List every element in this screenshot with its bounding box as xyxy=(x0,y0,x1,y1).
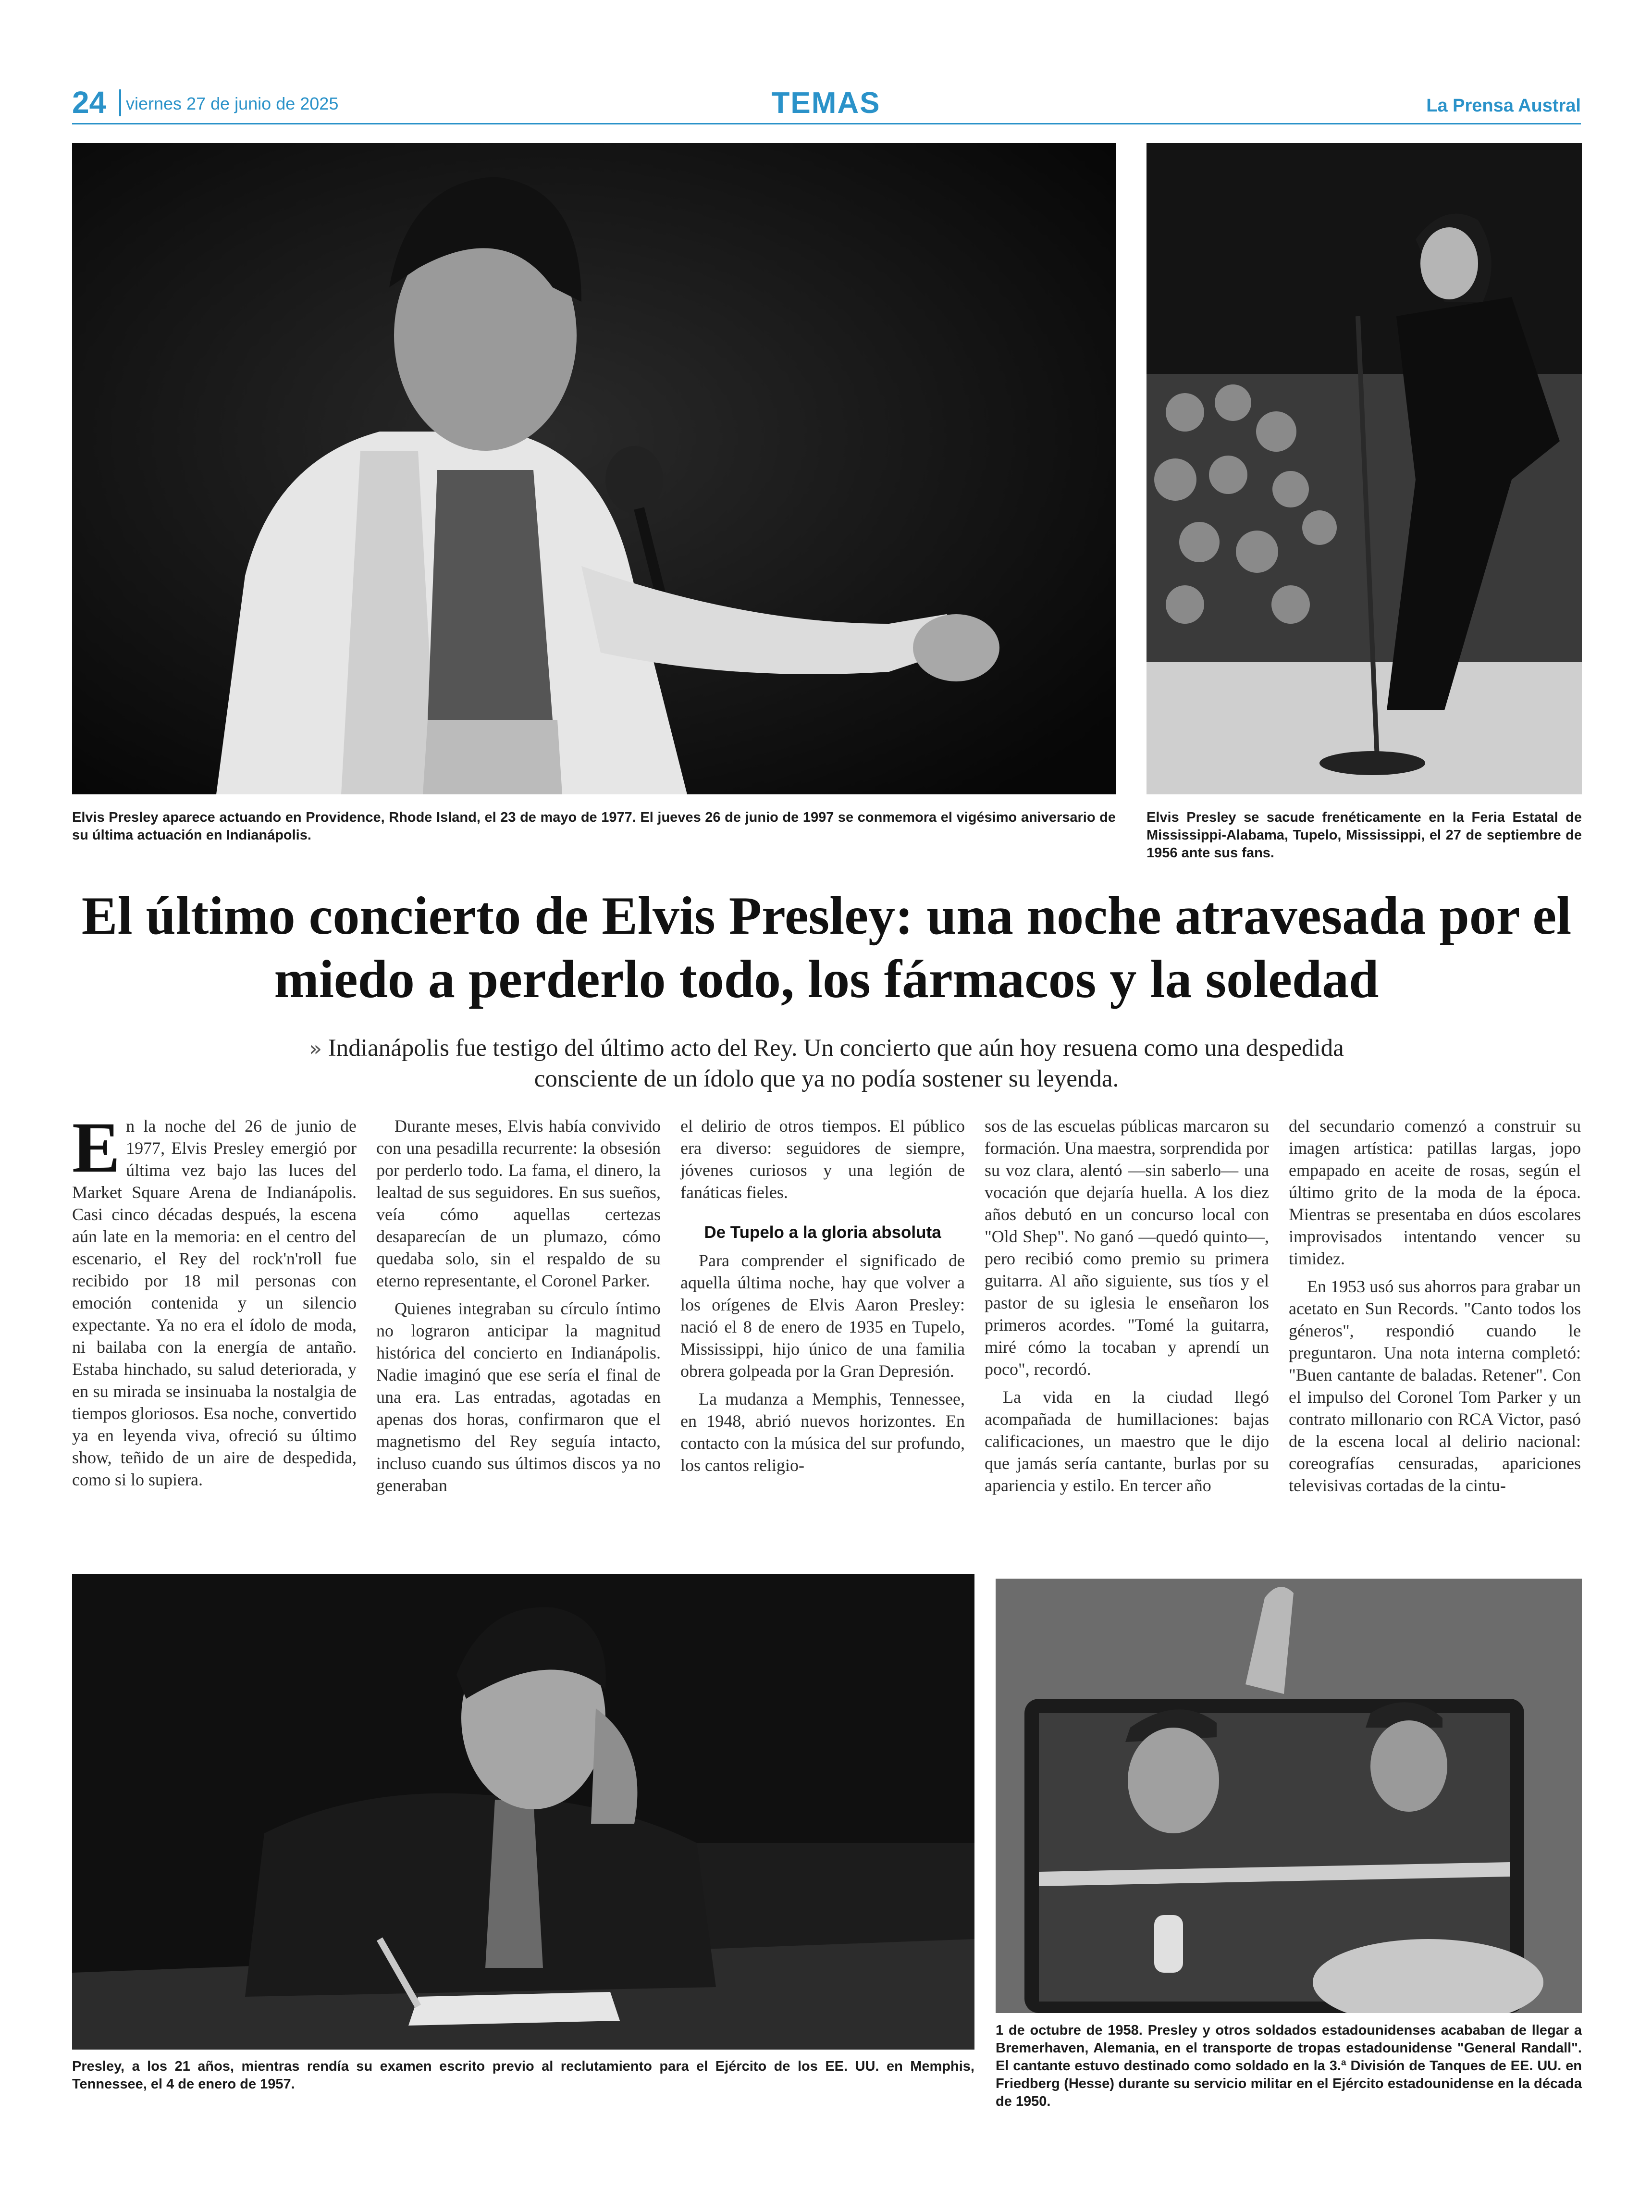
paragraph: Para comprender el significado de aquella última noche, hay que volver a los orígenes de Elvis Aaron Presley: nació el 8 de enero de 1935 en Tupelo, Mississippi, hijo único de una familia obrera golpeada por la Gran Depresión. xyxy=(680,1251,965,1381)
newspaper-name: La Prensa Austral xyxy=(1426,96,1581,116)
deck-arrow-icon: » xyxy=(309,1037,322,1061)
photo-elvis-bremerhaven-1958 xyxy=(996,1579,1582,2013)
paragraph: el delirio de otros tiempos. El público era diverso: seguidores de siempre, jóvenes curiosos y una legión de fanáticas fieles. xyxy=(680,1116,965,1202)
article-column-2 xyxy=(376,1115,661,1502)
page-date: viernes 27 de junio de 2025 xyxy=(126,94,339,113)
paragraph: La vida en la ciudad llegó acompañada de humillaciones: bajas calificaciones, un maestro que le dijo que jamás sería cantante, burlas por su apariencia y estilo. En tercer año xyxy=(985,1387,1269,1495)
article-column-5 xyxy=(1289,1115,1581,1502)
dropcap: E xyxy=(72,1108,121,1187)
section-title: TEMAS xyxy=(771,87,881,120)
paragraph: Quienes integraban su círculo íntimo no lograron anticipar la magnitud histórica del concierto en Indianápolis. Nadie imaginó que ese sería el final de una era. Las entradas, agotadas en apenas dos horas, confirmaron que el magnetismo del Rey seguía intacto, incluso cuando sus últimos discos ya no generaban xyxy=(376,1299,661,1495)
subheading: De Tupelo a la gloria absoluta xyxy=(704,1223,941,1242)
paragraph-text: n la noche del 26 de junio de 1977, Elvis Presley emergió por última vez bajo las luces del Market Square Arena de Indianápolis. Casi cinco décadas después, la escena aún late en la memoria: en el centro del escenario, el Rey del rock'n'roll fue recibido por 18 mil personas con emoción contenida y un silencio expectante. Ya no era el ídolo de moda, ni bailaba con la energía de antaño. Estaba hinchado, su salud deteriorada, y en su mirada se insinuaba la nostalgia de tiempos gloriosos. Esa noche, convertido ya en leyenda viva, ofreció su último show, teñido de un aire de despedida, como si lo supiera. xyxy=(72,1116,357,1489)
article-column-1 xyxy=(72,1108,357,1496)
photo-elvis-providence-1977 xyxy=(72,143,1116,794)
headline: El último concierto de Elvis Presley: una noche atravesada por el miedo a perderlo todo, los fármacos y la soledad xyxy=(81,886,1572,1009)
article-column-4 xyxy=(985,1115,1269,1502)
caption-photo-bottom-right: 1 de octubre de 1958. Presley y otros soldados estadounidenses acababan de llegar a Bremerhaven, Alemania, en el transporte de tropas estadounidense "General Randall". El cantante estuvo destinado como soldado en la 3.ª División de Tanques de EE. UU. en Friedberg (Hesse) durante su servicio militar en el Ejército estadounidense en la década de 1950. xyxy=(996,2023,1582,2109)
deck-text: Indianápolis fue testigo del último acto del Rey. Un concierto que aún hoy resuena como una despedida consciente de un ídolo que ya no podía sostener su leyenda. xyxy=(328,1035,1344,1092)
paragraph: sos de las escuelas públicas marcaron su formación. Una maestra, sorprendida por su voz clara, alentó —sin saberlo— una vocación que dejaría huella. A los diez años debutó en un concurso local con "Old Shep". No ganó —quedó quinto—, pero recibió como premio su primera guitarra. Al año siguiente, sus tíos y el pastor de su iglesia le enseñaron los primeros acordes. "Tomé la guitarra, miré cómo la tocaban y aprendí un poco", recordó. xyxy=(985,1116,1269,1379)
photo-elvis-tupelo-1956 xyxy=(1147,143,1582,794)
paragraph: En 1953 usó sus ahorros para grabar un acetato en Sun Records. "Canto todos los géneros", respondió cuando le preguntaron. Una nota interna completó: "Buen cantante de baladas. Retener". Con el impulso del Coronel Tom Parker y un contrato millonario con RCA Victor, pasó de la escena local al delirio nacional: coreografías censuradas, apariciones televisivas cortadas de la cintu- xyxy=(1289,1277,1581,1495)
paragraph: La mudanza a Memphis, Tennessee, en 1948, abrió nuevos horizontes. En contacto con la música del sur profundo, los cantos religio- xyxy=(680,1389,965,1475)
photo-elvis-army-exam-1957 xyxy=(72,1574,974,2050)
header-rule xyxy=(72,123,1581,124)
deck xyxy=(288,1033,1365,1094)
caption-photo-top-right: Elvis Presley se sacude frenéticamente en la Feria Estatal de Mississippi-Alabama, Tupelo, Mississippi, el 27 de septiembre de 1956 ante sus fans. xyxy=(1147,810,1582,861)
page-number: 24 xyxy=(72,85,107,120)
paragraph xyxy=(72,1108,357,1491)
caption-photo-bottom-left: Presley, a los 21 años, mientras rendía su examen escrito previo al reclutamiento para el Ejército de los EE. UU. en Memphis, Tennessee, el 4 de enero de 1957. xyxy=(72,2059,974,2092)
caption-photo-top-left: Elvis Presley aparece actuando en Providence, Rhode Island, el 23 de mayo de 1977. El jueves 26 de junio de 1997 se conmemora el vigésimo aniversario de su última actuación en Indianápolis. xyxy=(72,810,1116,843)
paragraph: del secundario comenzó a construir su imagen artística: patillas largas, jopo empapado en aceite de rosas, según el último grito de la moda de la época. Mientras se presentaba en dúos escolares improvisados intentando vencer su timidez. xyxy=(1289,1116,1581,1268)
paragraph: Durante meses, Elvis había convivido con una pesadilla recurrente: la obsesión por perderlo todo. La fama, el dinero, la lealtad de sus seguidores. En sus sueños, veía cómo aquellas certezas desaparecían de un plumazo, cómo quedaba solo, sin el respaldo de su eterno representante, el Coronel Parker. xyxy=(376,1116,661,1290)
article-column-3 xyxy=(680,1115,965,1482)
